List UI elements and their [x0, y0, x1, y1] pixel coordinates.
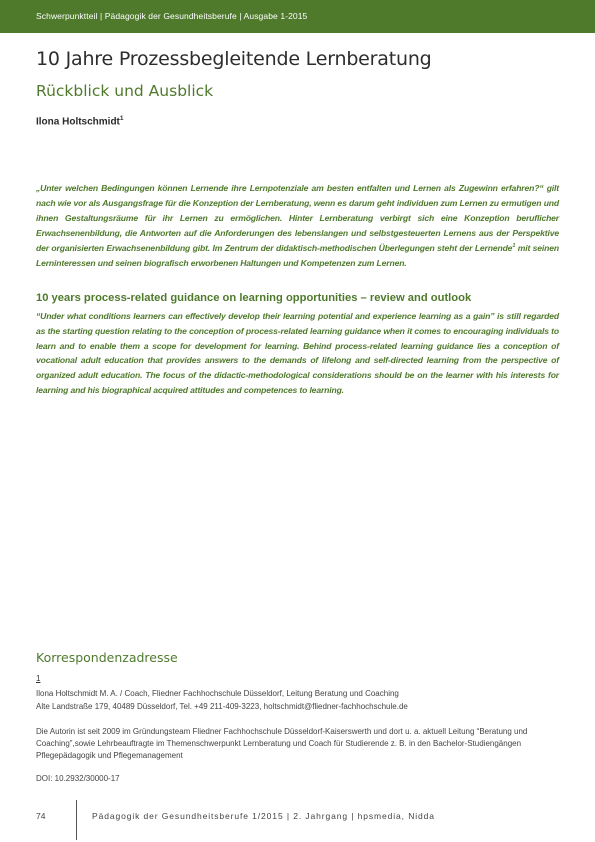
author-name: Ilona Holtschmidt [36, 116, 120, 128]
author-line [36, 115, 124, 127]
author-footnote-mark: 1 [119, 115, 124, 122]
correspondence-footnote-number: 1 [36, 674, 41, 683]
correspondence-heading: Korrespondenzadresse [36, 650, 178, 665]
article-title: 10 Jahre Prozessbegleitende Lernberatung [36, 48, 432, 70]
running-header-bar [0, 0, 595, 33]
abstract-footnote-mark: 1 [512, 242, 516, 249]
running-head: Schwerpunktteil | Pädagogik der Gesundheitsberufe | Ausgabe 1-2015 [36, 11, 308, 21]
english-abstract-heading: 10 years process-related guidance on learning opportunities – review and outlook [36, 292, 472, 304]
abstract-english: “Under what conditions learners can effectively develop their learning potential and experience learning as a gain” is still regarded as the starting question relating to the conception of process-related learning guidance when it comes to encouraging individuals to learn and to enable them a scope for development for learning. Behind process-related learning guidance lies a conception of vocational adult education that provides answers to the demands of lifelong and self-directed learning from the perspective of organized adult education. The focus of the didactic-methodological considerations should be on the learner with his interests for learning and his biographical acquired attitudes and competences to learning. [36, 311, 559, 395]
footer-divider [76, 800, 77, 840]
page-number: 74 [36, 811, 46, 821]
doi: DOI: 10.2932/30000-17 [36, 774, 120, 783]
correspondence-line-1: Ilona Holtschmidt M. A. / Coach, Fliedner Fachhochschule Düsseldorf, Leitung Beratung und Coaching [36, 689, 399, 698]
correspondence-line-2: Alte Landstraße 179, 40489 Düsseldorf, Tel. +49 211-409-3223, holtschmidt@fliedner-fachhochschule.de [36, 702, 408, 711]
footer-journal-info: Pädagogik der Gesundheitsberufe 1/2015 | 2. Jahrgang | hpsmedia, Nidda [92, 811, 435, 821]
author-bio: Die Autorin ist seit 2009 im Gründungsteam Fliedner Fachhochschule Düsseldorf-Kaiserswerth und dort u. a. aktuell Leitung “Beratung und Coaching”,sowie Lehrbeauftragte im Themenschwerpunkt Lernberatung und Coach für Studierende z. B. in den Bachelor-Studiengängen Pflegepädagogik und Pflegemanagement [36, 727, 528, 760]
article-subtitle: Rückblick und Ausblick [36, 82, 214, 100]
abstract-german [36, 181, 559, 270]
abstract-german-part1: „Unter welchen Bedingungen können Lernende ihre Lernpotenziale am besten entfalten und Lernen als Zugewinn erfahren?“ gilt nach wie vor als Ausgangsfrage für die Konzeption der Lernberatung, wenn es darum geht individuen zum Lernen zu ermutigen und ihnen Gestaltungsräume für ihr Lernen zu ermöglichen. Hinter Lernberatung verbirgt sich eine Konzeption beruflicher Erwachsenenbildung, die Antworten auf die Anforderungen des lebenslangen und selbstgesteuerten Lernens aus der Perspektive der organisierten Erwachsenenbildung gibt. Im Zentrum der didaktisch-methodischen Überlegungen steht der Lernende [36, 183, 559, 253]
abstract-german-part2: mit seinen Lerninteressen und seinen biografisch erworbenen Haltungen und Kompetenzen zum Lernen. [36, 242, 559, 268]
